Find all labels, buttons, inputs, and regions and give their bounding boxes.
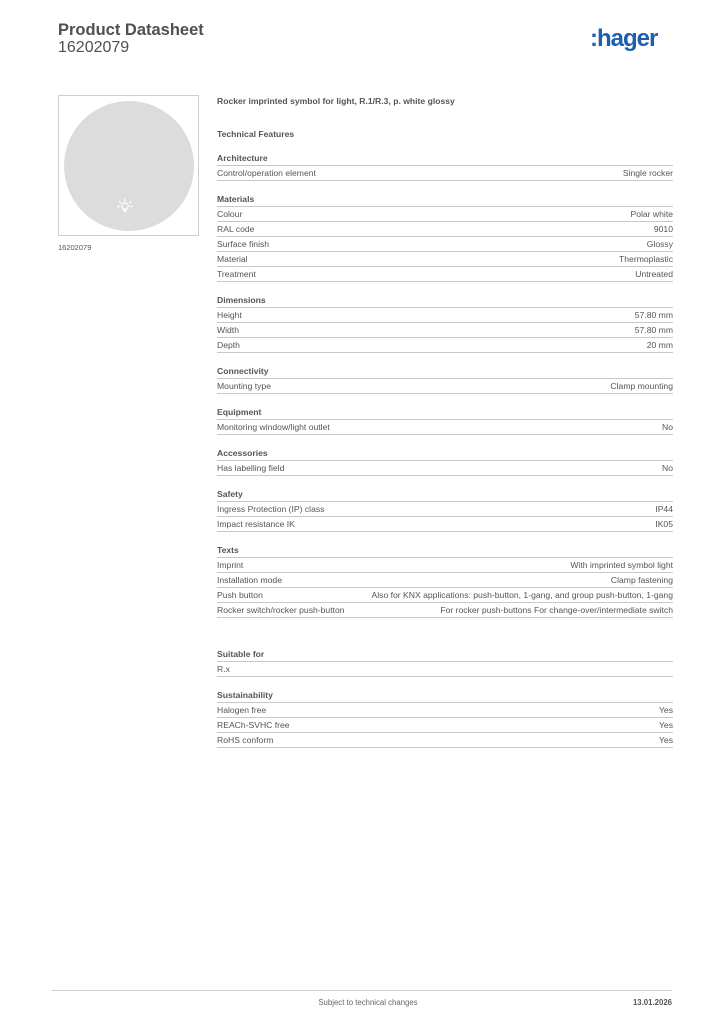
- spec-value: Untreated: [635, 269, 673, 279]
- spec-value: For rocker push-buttons For change-over/intermediate switch: [440, 605, 673, 615]
- spec-value: 57.80 mm: [634, 310, 673, 320]
- datasheet-content: [217, 95, 673, 748]
- spec-value: IK05: [655, 519, 673, 529]
- section-texts: [217, 545, 673, 618]
- spec-value: No: [662, 422, 673, 432]
- spec-value: Polar white: [630, 209, 673, 219]
- spec-value: With imprinted symbol light: [570, 560, 673, 570]
- spec-value: 9010: [653, 224, 673, 234]
- section-heading: Safety: [217, 489, 673, 502]
- spec-label: Push button: [217, 590, 263, 600]
- spec-row: [217, 267, 673, 282]
- footer-note: Subject to technical changes: [318, 998, 418, 1007]
- spec-value: Also for KNX applications: push-button, 1-gang, and group push-button, 1-gang: [371, 590, 673, 600]
- spec-value: Clamp mounting: [610, 381, 673, 391]
- spec-value: Yes: [658, 720, 673, 730]
- spec-label: Width: [217, 325, 239, 335]
- section-spacer: [217, 618, 673, 636]
- spec-row: [217, 308, 673, 323]
- spec-row: [217, 252, 673, 267]
- spec-label: Ingress Protection (IP) class: [217, 504, 325, 514]
- section-suitable-for: [217, 649, 673, 677]
- spec-row: [217, 733, 673, 748]
- spec-label: RoHS conform: [217, 735, 274, 745]
- spec-row: [217, 517, 673, 532]
- spec-label: Height: [217, 310, 242, 320]
- spec-label: Control/operation element: [217, 168, 316, 178]
- section-heading: Connectivity: [217, 366, 673, 379]
- spec-value: No: [662, 463, 673, 473]
- section-heading: Architecture: [217, 153, 673, 166]
- spec-label: Mounting type: [217, 381, 271, 391]
- spec-row: [217, 502, 673, 517]
- spec-label: REACh-SVHC free: [217, 720, 290, 730]
- hager-logo: [590, 25, 657, 53]
- footer-divider: [52, 990, 672, 991]
- spec-label: Colour: [217, 209, 243, 219]
- section-heading: Suitable for: [217, 649, 673, 662]
- spec-label: Material: [217, 254, 248, 264]
- spec-value: Glossy: [646, 239, 673, 249]
- spec-row: [217, 166, 673, 181]
- spec-value: Clamp fastening: [610, 575, 673, 585]
- section-connectivity: [217, 366, 673, 394]
- section-sustainability: [217, 690, 673, 748]
- section-heading: Materials: [217, 194, 673, 207]
- spec-row: [217, 662, 673, 677]
- spec-value: Thermoplastic: [619, 254, 673, 264]
- product-title: Rocker imprinted symbol for light, R.1/R.3, p. white glossy: [217, 96, 455, 106]
- spec-value: Single rocker: [622, 168, 673, 178]
- spec-row: [217, 603, 673, 618]
- spec-row: [217, 323, 673, 338]
- spec-row: [217, 573, 673, 588]
- spec-row: [217, 461, 673, 476]
- product-number: 16202079: [58, 39, 130, 56]
- spec-value: Yes: [658, 705, 673, 715]
- footer-date: 13.01.2026: [632, 998, 672, 1007]
- section-architecture: [217, 153, 673, 181]
- spec-row: [217, 237, 673, 252]
- spec-label: Rocker switch/rocker push-button: [217, 605, 345, 615]
- section-accessories: [217, 448, 673, 476]
- spec-row: [217, 338, 673, 353]
- spec-label: Halogen free: [217, 705, 267, 715]
- spec-row: [217, 703, 673, 718]
- spec-row: [217, 718, 673, 733]
- feature-sections: [217, 153, 673, 748]
- section-heading: Dimensions: [217, 295, 673, 308]
- image-caption: 16202079: [58, 243, 92, 252]
- spec-label: RAL code: [217, 224, 255, 234]
- product-image: [58, 95, 199, 236]
- spec-label: Treatment: [217, 269, 256, 279]
- spec-row: [217, 558, 673, 573]
- section-safety: [217, 489, 673, 532]
- spec-row: [217, 420, 673, 435]
- spec-value: 20 mm: [646, 340, 673, 350]
- logo-text: :hager: [590, 25, 658, 52]
- spec-label: Installation mode: [217, 575, 282, 585]
- spec-label: Monitoring window/light outlet: [217, 422, 330, 432]
- technical-features-heading: Technical Features: [217, 129, 295, 139]
- spec-row: [217, 588, 673, 603]
- spec-value: Yes: [658, 735, 673, 745]
- spec-label: Imprint: [217, 560, 244, 570]
- spec-label: Has labelling field: [217, 463, 285, 473]
- section-heading: Equipment: [217, 407, 673, 420]
- spec-row: [217, 379, 673, 394]
- section-materials: [217, 194, 673, 282]
- spec-label: R.x: [217, 664, 230, 674]
- section-heading: Texts: [217, 545, 673, 558]
- spec-label: Impact resistance IK: [217, 519, 295, 529]
- section-heading: Sustainability: [217, 690, 673, 703]
- spec-label: Depth: [217, 340, 240, 350]
- page-title: Product Datasheet: [58, 21, 204, 39]
- spec-value: IP44: [655, 504, 673, 514]
- spec-label: Surface finish: [217, 239, 270, 249]
- spec-value: 57.80 mm: [634, 325, 673, 335]
- spec-row: [217, 207, 673, 222]
- section-equipment: [217, 407, 673, 435]
- light-bulb-icon: [115, 197, 135, 217]
- section-dimensions: [217, 295, 673, 353]
- spec-row: [217, 222, 673, 237]
- section-heading: Accessories: [217, 448, 673, 461]
